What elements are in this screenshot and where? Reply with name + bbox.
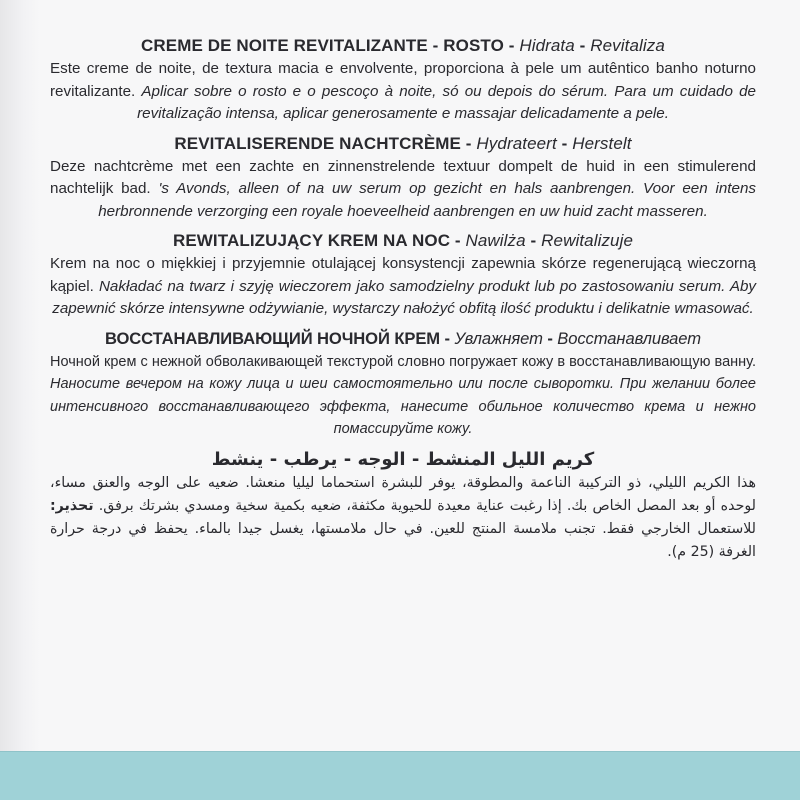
benefit-label: Увлажняет [454, 328, 543, 348]
description-text: Ночной крем с нежной обволакивающей текстурой словно погружает кожу в восстанавливающую ванну. [50, 353, 756, 370]
section-russian [50, 329, 756, 441]
usage-instructions: Наносите вечером на кожу лица и шеи самостоятельно или после сыворотки. При желании более интенсивного восстанавливающего эффекта, нанесите обильное количество крема и нежно помассируйте кожу. [50, 376, 756, 437]
usage-instructions: Aplicar sobre o rosto e o pescoço à noite, só ou depois do sérum. Para um cuidado de revitalização intensa, aplicar generosamente e massajar delicadamente a pele. [137, 82, 757, 122]
benefit-label: ينشط [211, 448, 264, 470]
teal-bottom-band [0, 751, 800, 800]
warning-text: للاستعمال الخارجي فقط. تجنب ملامسة المنتج للعين. في حال ملامستها، يغسل جيدا بالماء. يحفظ في درجة حرارة الغرفة (25 م). [50, 520, 756, 560]
separator: - [405, 448, 426, 470]
warning-label: تحذير: [50, 497, 94, 514]
separator: - [542, 328, 558, 348]
separator: - [574, 36, 591, 55]
product-name: REVITALISERENDE NACHTCRÈME [174, 133, 461, 153]
separator: - [450, 231, 466, 250]
description-portuguese [50, 58, 756, 126]
heading-arabic [50, 449, 756, 470]
area-label: ROSTO [443, 36, 504, 55]
section-arabic [50, 449, 756, 564]
separator: - [460, 133, 477, 153]
benefit-label: Восстанавливает [557, 328, 701, 348]
heading-russian [50, 329, 756, 349]
separator: - [503, 36, 520, 55]
description-text: هذا الكريم الليلي، ذو التركيبة الناعمة والمطوقة، يوفر للبشرة استحماما ليليا منعشا. ضعيه على الوجه والعنق مساء، لوحده أو بعد المصل الخاص بك. إذا رغبت عناية معيدة للحيوية مكثفة، ضعيه بكمية سخية ومسدي بشرتك برفق. [50, 474, 756, 514]
usage-instructions: 's Avonds, alleen of na uw serum op gezicht en hals aanbrengen. Voor een intens herbronnende verzorging een royale hoeveelheid aanbrengen en uw huid zacht masseren. [98, 180, 756, 220]
package-side-edge [0, 0, 40, 800]
benefit-label: Herstelt [572, 133, 632, 153]
separator: - [427, 36, 444, 55]
benefit-label: Rewitalizuje [541, 231, 634, 250]
description-text: Este creme de noite, de textura macia e envolvente, proporciona à pele um autêntico banho noturno revitalizante. [50, 60, 756, 100]
section-dutch [50, 134, 756, 224]
area-label: الوجه [357, 448, 406, 470]
benefit-label: Nawilża [465, 231, 526, 250]
separator: - [556, 133, 573, 153]
benefit-label: Hydrateert [476, 133, 557, 153]
description-polish [50, 253, 756, 321]
benefit-label: Hidrata [519, 36, 575, 55]
description-russian [50, 351, 756, 441]
section-polish [50, 231, 756, 321]
separator: - [440, 328, 455, 348]
product-label-text [50, 30, 756, 572]
heading-portuguese [50, 36, 756, 56]
description-dutch [50, 156, 756, 224]
heading-polish [50, 231, 756, 251]
description-arabic [50, 472, 756, 564]
description-text: Krem na noc o miękkiej i przyjemnie otulającej konsystencji zapewnia skórze regenerującą wieczorną kąpiel. [50, 255, 756, 295]
section-portuguese [50, 36, 756, 126]
usage-instructions: Nakładać na twarz i szyję wieczorem jako samodzielny produkt lub po zastosowaniu serum. Aby zapewnić skórze intensywne odżywianie, wystarczy nałożyć obfitą ilość produktu i delikatnie wmasować. [52, 277, 756, 317]
heading-dutch [50, 134, 756, 154]
separator: - [337, 448, 358, 470]
product-name: REWITALIZUJĄCY KREM NA NOC [172, 231, 451, 250]
separator: - [525, 231, 542, 250]
product-name: CREME DE NOITE REVITALIZANTE [141, 36, 428, 55]
description-text: Deze nachtcrème met een zachte en zinnenstrelende textuur dompelt de huid in een stimulerend nachtelijk bad. [50, 157, 756, 197]
benefit-label: يرطب [283, 448, 338, 470]
product-name: ВОССТАНАВЛИВАЮЩИЙ НОЧНОЙ КРЕМ [105, 328, 441, 348]
separator: - [263, 448, 284, 470]
benefit-label: Revitaliza [590, 36, 665, 55]
product-name: كريم الليل المنشط [425, 448, 595, 470]
